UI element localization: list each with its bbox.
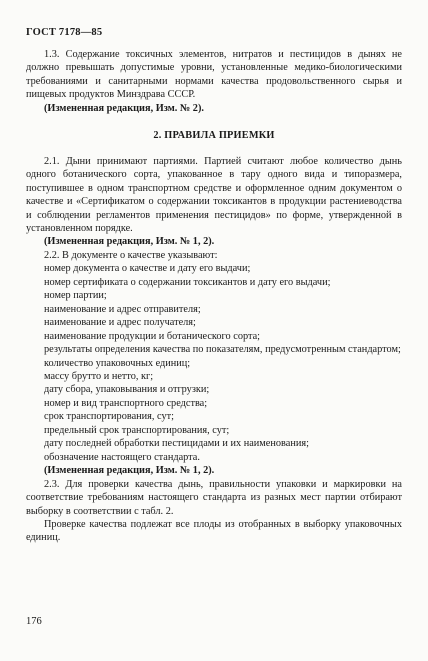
list-item: срок транспортирования, сут; — [44, 411, 174, 423]
list-item: результаты определения качества по показателям, предусмотренным стандартом; — [44, 344, 401, 356]
standard-header: ГОСТ 7178—85 — [26, 27, 103, 38]
paragraph-check: Проверке качества подлежат все плоды из отобранных в выборку упаковочных единиц. — [26, 518, 402, 544]
list-item: обозначение настоящего стандарта. — [44, 451, 200, 463]
paragraph-1-3: 1.3. Содержание токсичных элементов, нитратов и пестицидов в дынях не должно превышать допустимые уровни, установленные медико-биологическими требованиями и санитарными нормами качества продовольственного сырья и пищевых продуктов Минздрава СССР. — [26, 49, 402, 101]
list-item: дату последней обработки пестицидами и их наименования; — [44, 438, 309, 450]
list-item: номер партии; — [44, 290, 107, 302]
list-item: массу брутто и нетто, кг; — [44, 370, 154, 382]
amendment-note: (Измененная редакция, Изм. № 1, 2). — [44, 236, 215, 248]
list-item: наименование и адрес получателя; — [44, 317, 196, 329]
list-item: предельный срок транспортирования, сут; — [44, 424, 230, 436]
paragraph-2-2: 2.2. В документе о качестве указывают: — [44, 249, 218, 261]
list-item: номер сертификата о содержании токсикантов и дату его выдачи; — [44, 276, 331, 288]
paragraph-2-1: 2.1. Дыни принимают партиями. Партией считают любое количество дынь одного ботанического сорта, упакованное в тару одного вида и типоразмера, поступившее в одном транспортном средстве и оформленное одним документом о качестве и «Сертификатом о содержании токсикантов в продукции растениеводства и соблюдении регламентов применения пестицидов» по форме, утвержденной в установленном порядке. — [26, 155, 402, 234]
paragraph-2-3: 2.3. Для проверки качества дынь, правильности упаковки и маркировки на соответствие требованиям настоящего стандарта из разных мест партии отбирают выборку в соответствии с табл. 2. — [26, 478, 402, 517]
section-title: 2. ПРАВИЛА ПРИЕМКИ — [153, 130, 275, 142]
list-item: наименование и адрес отправителя; — [44, 303, 201, 315]
list-item: номер и вид транспортного средства; — [44, 397, 208, 409]
amendment-note: (Измененная редакция, Изм. № 2). — [44, 102, 204, 114]
amendment-note: (Измененная редакция, Изм. № 1, 2). — [44, 465, 215, 477]
document-body — [26, 48, 402, 545]
list-item: количество упаковочных единиц; — [44, 357, 191, 369]
page-number: 176 — [26, 616, 42, 627]
list-item: дату сбора, упаковывания и отгрузки; — [44, 384, 210, 396]
list-item: наименование продукции и ботанического сорта; — [44, 330, 261, 342]
list-item: номер документа о качестве и дату его выдачи; — [44, 263, 251, 275]
